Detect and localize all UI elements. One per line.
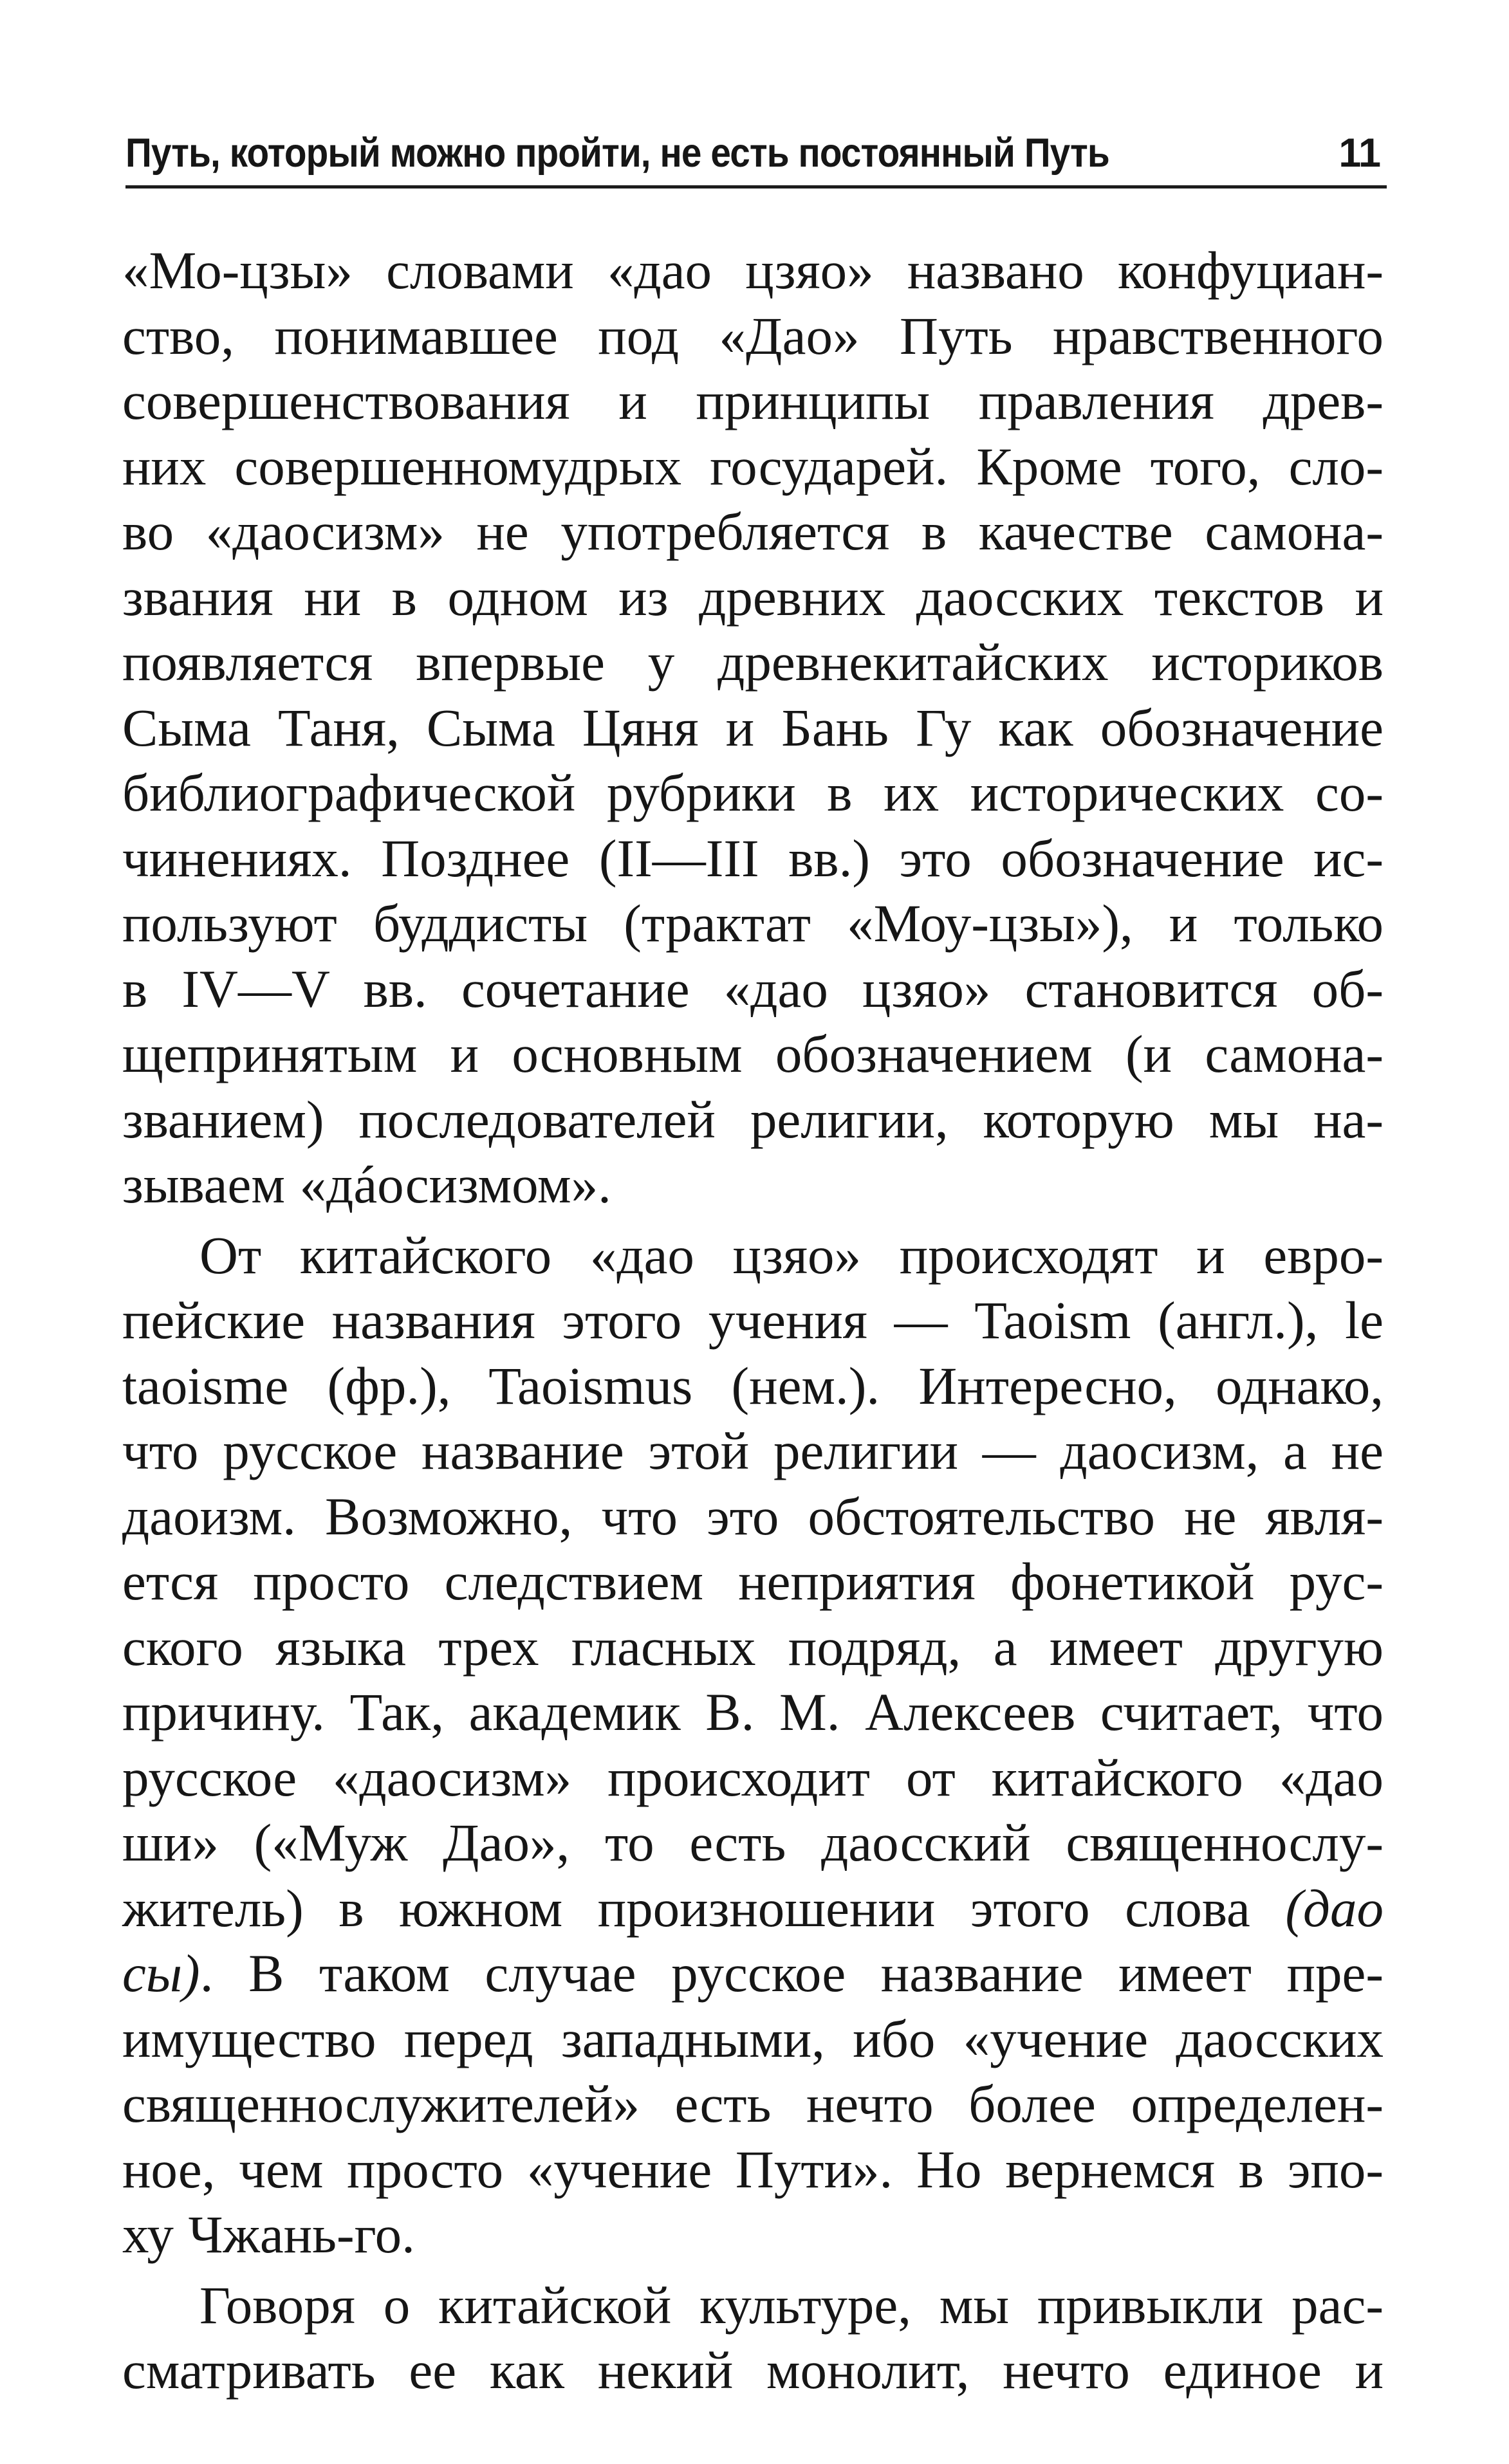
text-line: «Мо-цзы» словами «дао цзяо» названо конфуциан-	[122, 241, 1384, 300]
header-rule	[125, 185, 1387, 188]
text-line: священнослужителей» есть нечто более определен-	[122, 2074, 1384, 2133]
text-line: ное, чем просто «учение Пути». Но вернемся в эпо-	[122, 2139, 1384, 2199]
italic-term: (дао	[1285, 1878, 1384, 1938]
text-line: даоизм. Возможно, что это обстоятельство не явля-	[122, 1486, 1384, 1546]
text-line: них совершенномудрых государей. Кроме того, сло-	[122, 436, 1384, 496]
text-line: пейские названия этого учения — Taoism (англ.), le	[122, 1291, 1384, 1350]
text-line: чинениях. Позднее (II—III вв.) это обозначение ис-	[122, 828, 1384, 888]
text-line: русское «даосизм» происходит от китайского «дао	[122, 1747, 1384, 1807]
text-line: появляется впервые у древнекитайских историков	[122, 632, 1384, 692]
text-line: ху Чжань-го.	[122, 2205, 415, 2264]
text-line: Сыма Таня, Сыма Цяня и Бань Гу как обозначение	[122, 697, 1384, 757]
text-line: пользуют буддисты (трактат «Моу-цзы»), и только	[122, 894, 1384, 953]
text-line: житель) в южном произношении этого слова (дао	[122, 1878, 1384, 1938]
text-line: что русское название этой религии — даосизм, а не	[122, 1421, 1384, 1480]
text-line: ши» («Муж Дао», то есть даосский священнослу-	[122, 1813, 1384, 1872]
text-line: ство, понимавшее под «Дао» Путь нравственного	[122, 306, 1384, 365]
running-title: Путь, который можно пройти, не есть постоянный Путь	[125, 131, 1109, 176]
italic-term: сы)	[122, 1944, 200, 2003]
text-line: щепринятым и основным обозначением (и самона-	[122, 1024, 1384, 1083]
page-number: 11	[1338, 131, 1380, 176]
text-line: сы). В таком случае русское название имеет пре-	[122, 1944, 1384, 2003]
paragraph-gap	[122, 1218, 1384, 1223]
text-line: звания ни в одном из древних даосских текстов и	[122, 567, 1384, 627]
text-line: во «даосизм» не употребляется в качестве самона-	[122, 502, 1384, 561]
text-line: Говоря о китайской культуре, мы привыкли рас-	[199, 2275, 1384, 2335]
body-text	[122, 238, 1384, 2404]
text-line: совершенствования и принципы правления древ-	[122, 371, 1384, 430]
text-line: ется просто следствием неприятия фонетикой рус-	[122, 1552, 1384, 1611]
paragraph-gap	[122, 2268, 1384, 2273]
text-line: библиографической рубрики в их исторических со-	[122, 763, 1384, 822]
text-line: званием) последователей религии, которую мы на-	[122, 1089, 1384, 1149]
text-line: имущество перед западными, ибо «учение даосских	[122, 2009, 1384, 2068]
text-line: ского языка трех гласных подряд, а имеет другую	[122, 1617, 1384, 1677]
text-line: зываем «дáосизмом».	[122, 1155, 611, 1214]
text-line: От китайского «дао цзяо» происходят и евро-	[199, 1225, 1384, 1285]
text-line: сматривать ее как некий монолит, нечто единое и	[122, 2340, 1384, 2400]
text-line: причину. Так, академик В. М. Алексеев считает, что	[122, 1682, 1384, 1742]
running-head	[125, 102, 1387, 198]
text-line: в IV—V вв. сочетание «дао цзяо» становится об-	[122, 959, 1384, 1018]
text-line: taoisme (фр.), Taoismus (нем.). Интересно, однако,	[122, 1356, 1384, 1415]
